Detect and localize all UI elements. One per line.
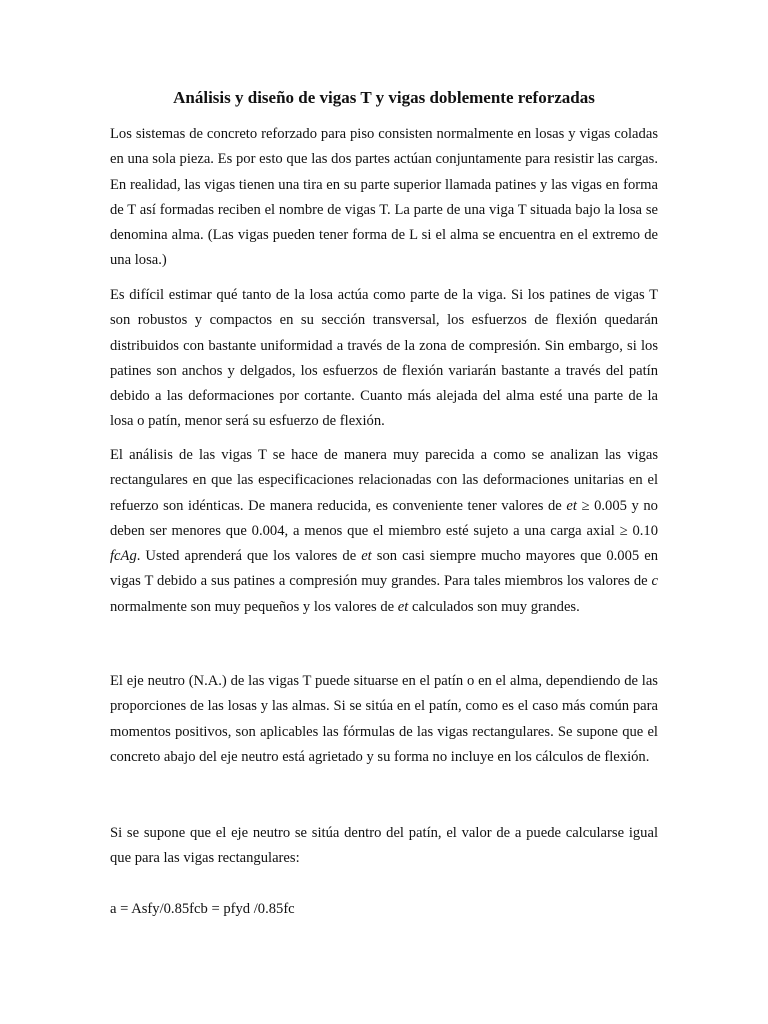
paragraph-3-symbol-et-3: et bbox=[397, 598, 409, 615]
paragraph-3-symbol-et-1: et bbox=[566, 497, 577, 514]
paragraph-3-text-3: . Usted aprenderá que los valores de bbox=[136, 548, 362, 565]
paragraph-1: Los sistemas de concreto reforzado para piso consisten normalmente en losas y vigas coladas en una sola pieza. Es por esto que las dos partes actúan conjuntamente para resistir las cargas. En realidad, las vigas tienen una tira en su parte superior llamada patines y las vigas en forma de T así formadas reciben el nombre de vigas T. La parte de una viga T situada bajo la losa se denomina alma. (Las vigas pueden tener forma de L si el alma se encuentra en el extremo de una losa.) bbox=[110, 126, 658, 269]
paragraph-3-text-4: son casi siempre mucho mayores que 0.005 en vigas T debido a sus patines a compresión muy grandes. Para tales miembros los valores de bbox=[110, 548, 658, 590]
paragraph-3-symbol-fcag: fcAg bbox=[110, 548, 137, 565]
paragraph-3-symbol-c: c bbox=[651, 573, 658, 590]
paragraph-2: Es difícil estimar qué tanto de la losa actúa como parte de la viga. Si los patines de vigas T son robustos y compactos en su sección transversal, los esfuerzos de flexión quedarán distribuidos con bastante uniformidad a través de la zona de compresión. Sin embargo, si los patines son anchos y delgados, los esfuerzos de flexión variarán bastante a través del patín debido a las deformaciones por cortante. Cuanto más alejada del alma esté una parte de la losa o patín, menor será su esfuerzo de flexión. bbox=[110, 287, 658, 430]
paragraph-3-text-6: calculados son muy grandes. bbox=[408, 598, 580, 615]
formula-line: a = Asfy/0.85fcb = pfyd /0.85fc bbox=[110, 901, 295, 917]
paragraph-3-text-2: ≥ 0.005 y no deben ser menores que 0.004, a menos que el miembro esté sujeto a una carga axial ≥ 0.10 bbox=[110, 497, 658, 539]
document-title: Análisis y diseño de vigas T y vigas doblemente reforzadas bbox=[173, 88, 595, 107]
paragraph-3-text-5: normalmente son muy pequeños y los valores de bbox=[110, 598, 398, 615]
paragraph-5: Si se supone que el eje neutro se sitúa dentro del patín, el valor de a puede calcularse igual que para las vigas rectangulares: bbox=[110, 825, 658, 867]
paragraph-4: El eje neutro (N.A.) de las vigas T puede situarse en el patín o en el alma, dependiendo de las proporciones de las losas y las almas. Si se sitúa en el patín, como es el caso más común para momentos positivos, son aplicables las fórmulas de las vigas rectangulares. Se supone que el concreto abajo del eje neutro está agrietado y su forma no incluye en los cálculos de flexión. bbox=[110, 673, 658, 765]
paragraph-3-text-1: El análisis de las vigas T se hace de manera muy parecida a como se analizan las vigas rectangulares en que las especificaciones relacionadas con las deformaciones unitarias en el refuerzo son idénticas. De manera reducida, es conveniente tener valores de bbox=[110, 447, 658, 514]
paragraph-3 bbox=[110, 443, 658, 620]
paragraph-3-symbol-et-2: et bbox=[361, 548, 372, 565]
